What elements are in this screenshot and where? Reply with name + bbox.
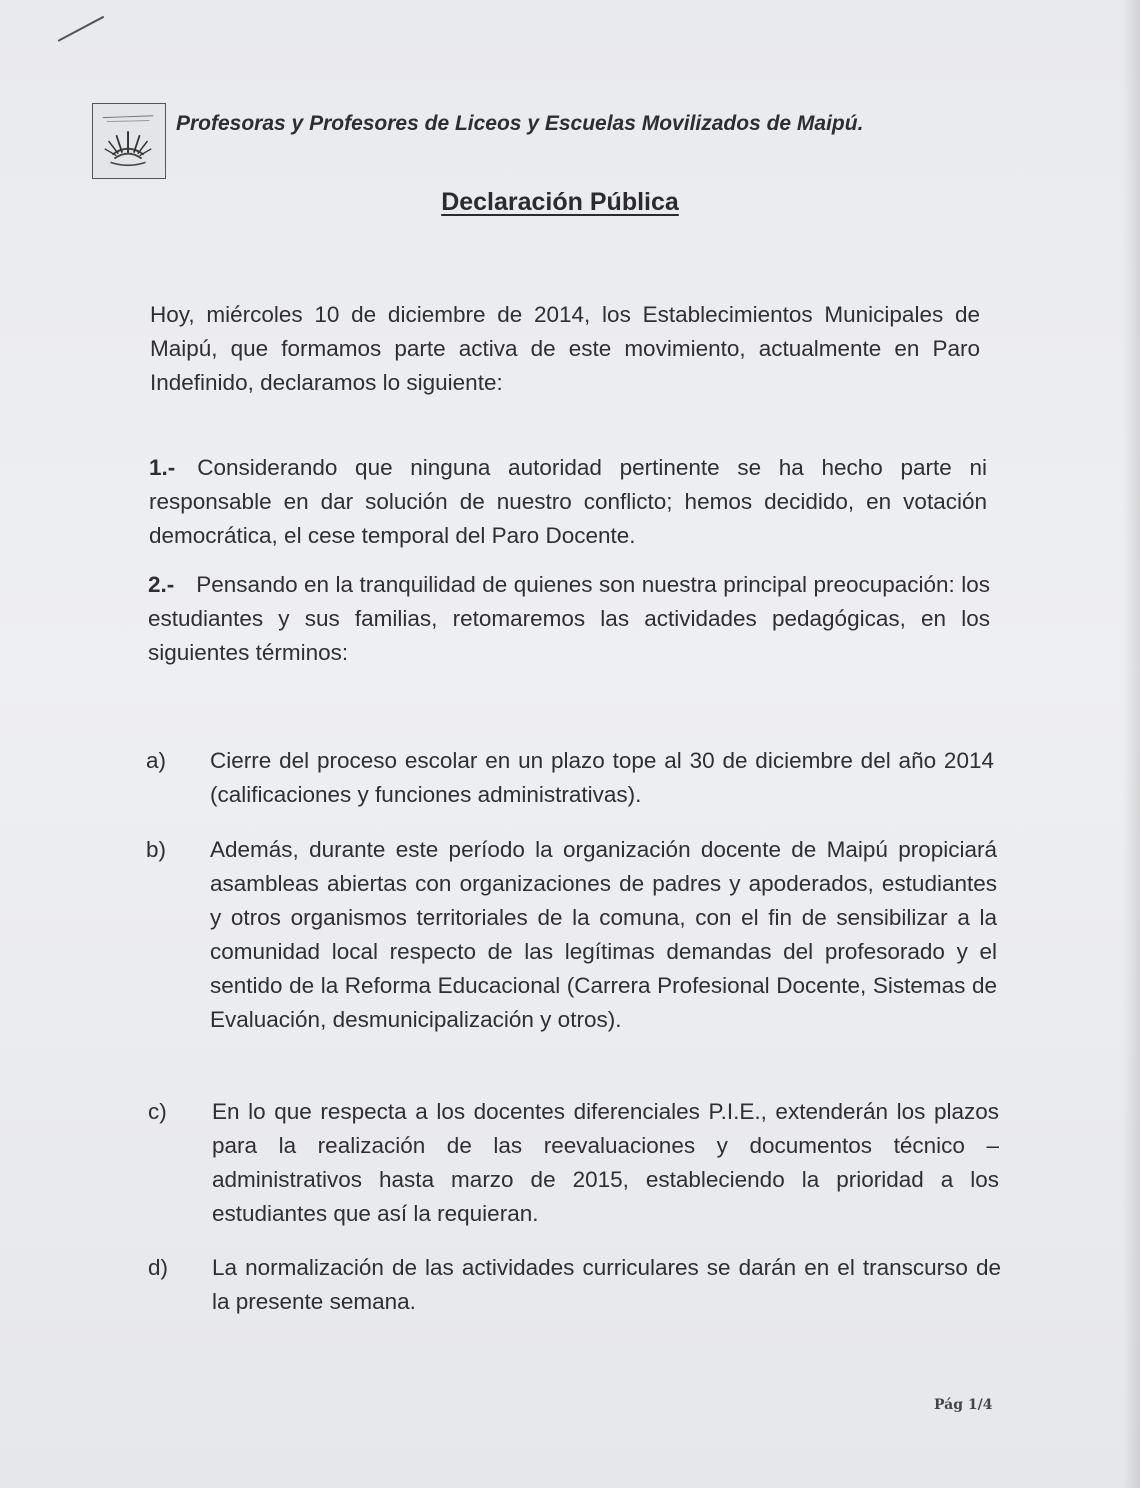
organization-name: Profesoras y Profesores de Liceos y Escuelas Movilizados de Maipú.	[176, 112, 864, 135]
point-1	[149, 451, 987, 553]
point-number: 2.-	[148, 572, 175, 597]
point-2	[148, 568, 990, 670]
list-text: La normalización de las actividades curriculares se darán en el transcurso de la presente semana.	[212, 1255, 1001, 1314]
list-letter: c)	[148, 1099, 167, 1124]
pen-mark	[58, 16, 105, 42]
list-letter: b)	[146, 837, 167, 862]
point-text: Considerando que ninguna autoridad pertinente se ha hecho parte ni responsable en dar solución de nuestro conflicto; hemos decidido, en votación democrática, el cese temporal del Paro Docente.	[149, 455, 987, 548]
list-letter: a)	[146, 748, 167, 773]
list-letter: d)	[148, 1255, 169, 1280]
document-title: Declaración Pública	[441, 188, 679, 216]
list-text: Cierre del proceso escolar en un plazo tope al 30 de diciembre del año 2014 (calificaciones y funciones administrativas).	[210, 748, 994, 807]
list-text: Además, durante este período la organización docente de Maipú propiciará asambleas abiertas con organizaciones de padres y apoderados, estudiantes y otros organismos territoriales de la comuna, con el fin de sensibilizar a la comunidad local respecto de las legítimas demandas del profesorado y el sentido de la Reforma Educacional (Carrera Profesional Docente, Sistemas de Evaluación, desmunicipalización y otros).	[210, 837, 997, 1032]
point-text: Pensando en la tranquilidad de quienes son nuestra principal preocupación: los estudiantes y sus familias, retomaremos las actividades pedagógicas, en los siguientes términos:	[148, 572, 990, 665]
page-edge-shadow	[1122, 0, 1140, 1488]
organization-logo	[92, 103, 166, 179]
logo-sprout-icon	[93, 104, 165, 178]
page-number: Pág 1/4	[934, 1397, 993, 1413]
point-number: 1.-	[149, 455, 176, 480]
list-text: En lo que respecta a los docentes diferenciales P.I.E., extenderán los plazos para la realización de las reevaluaciones y documentos técnico – administrativos hasta marzo de 2015, estableciendo la prioridad a los estudiantes que así la requieran.	[212, 1099, 999, 1226]
intro-paragraph: Hoy, miércoles 10 de diciembre de 2014, los Establecimientos Municipales de Maipú, que formamos parte activa de este movimiento, actualmente en Paro Indefinido, declaramos lo siguiente:	[150, 302, 980, 395]
